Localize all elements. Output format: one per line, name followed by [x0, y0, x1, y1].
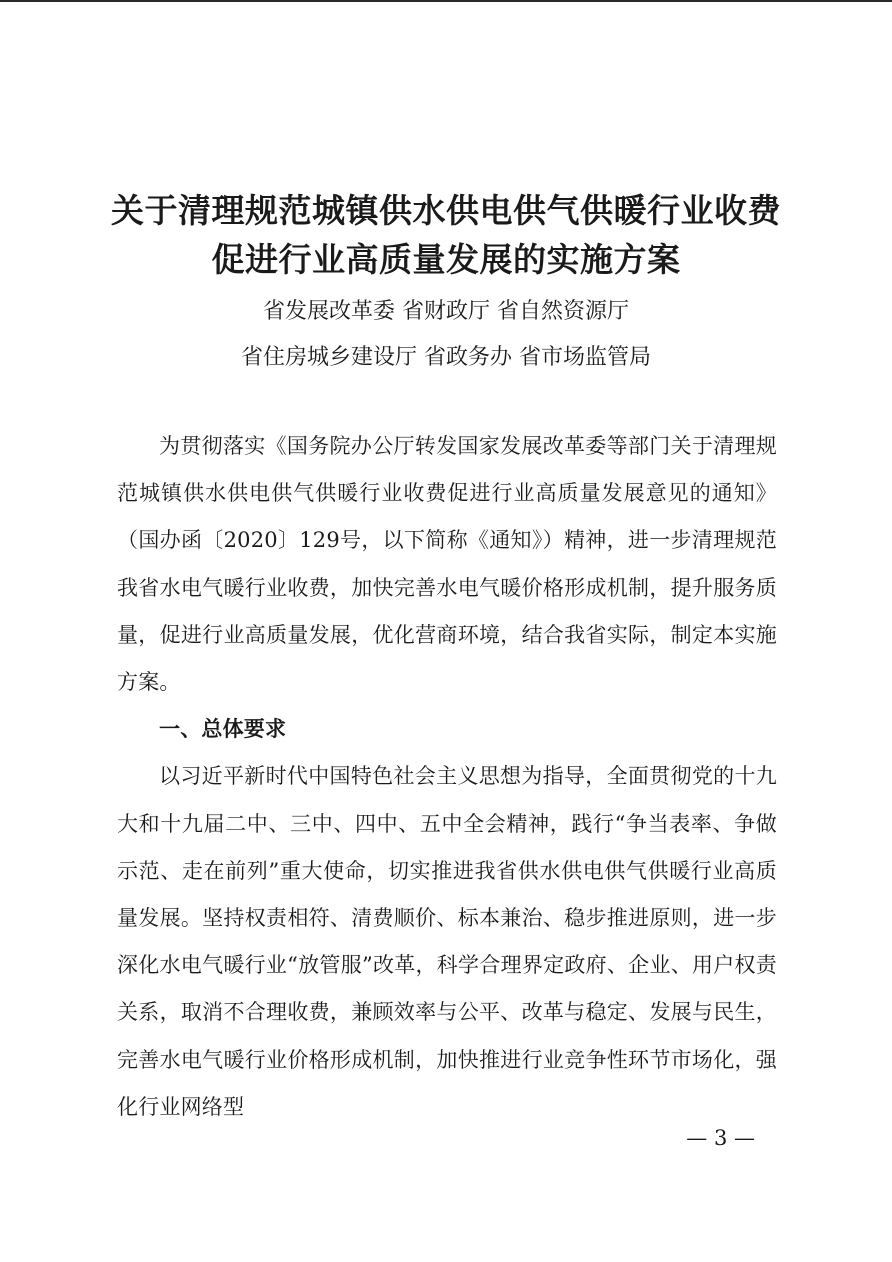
- issuing-departments-line-2: 省住房城乡建设厅 省政务办 省市场监管局: [241, 345, 651, 370]
- section-paragraph-general-requirements: 以习近平新时代中国特色社会主义思想为指导，全面贯彻党的十九大和十九届二中、三中、四中、五中全会精神，践行“争当表率、争做示范、走在前列”重大使命，切实推进我省供水供电供气供暖行业高质量发展。坚持权责相符、清费顺价、标本兼治、稳步推进原则，进一步深化水电气暖行业“放管服”改革，科学合理界定政府、企业、用户权责关系，取消不合理收费，兼顾效率与公平、改革与稳定、发展与民生，完善水电气暖行业价格形成机制，加快推进行业竞争性环节市场化，强化行业网络型: [117, 764, 777, 1119]
- document-title-line-1: 关于清理规范城镇供水供电供气供暖行业收费: [111, 191, 781, 230]
- top-border-line: [0, 0, 892, 2]
- section-heading-general-requirements: 一、总体要求: [159, 717, 287, 742]
- issuing-departments-line-1: 省发展改革委 省财政厅 省自然资源厅: [263, 299, 629, 324]
- intro-paragraph: 为贯彻落实《国务院办公厅转发国家发展改革委等部门关于清理规范城镇供水供电供气供暖行业收费促进行业高质量发展意见的通知》（国办函〔2020〕129号，以下简称《通知》）精神，进一步清理规范我省水电气暖行业收费，加快完善水电气暖价格形成机制，提升服务质量，促进行业高质量发展，优化营商环境，结合我省实际，制定本实施方案。: [117, 434, 777, 695]
- document-title-line-2: 促进行业高质量发展的实施方案: [211, 240, 681, 279]
- document-body: [117, 423, 777, 1131]
- page-number: — 3 —: [686, 1126, 755, 1150]
